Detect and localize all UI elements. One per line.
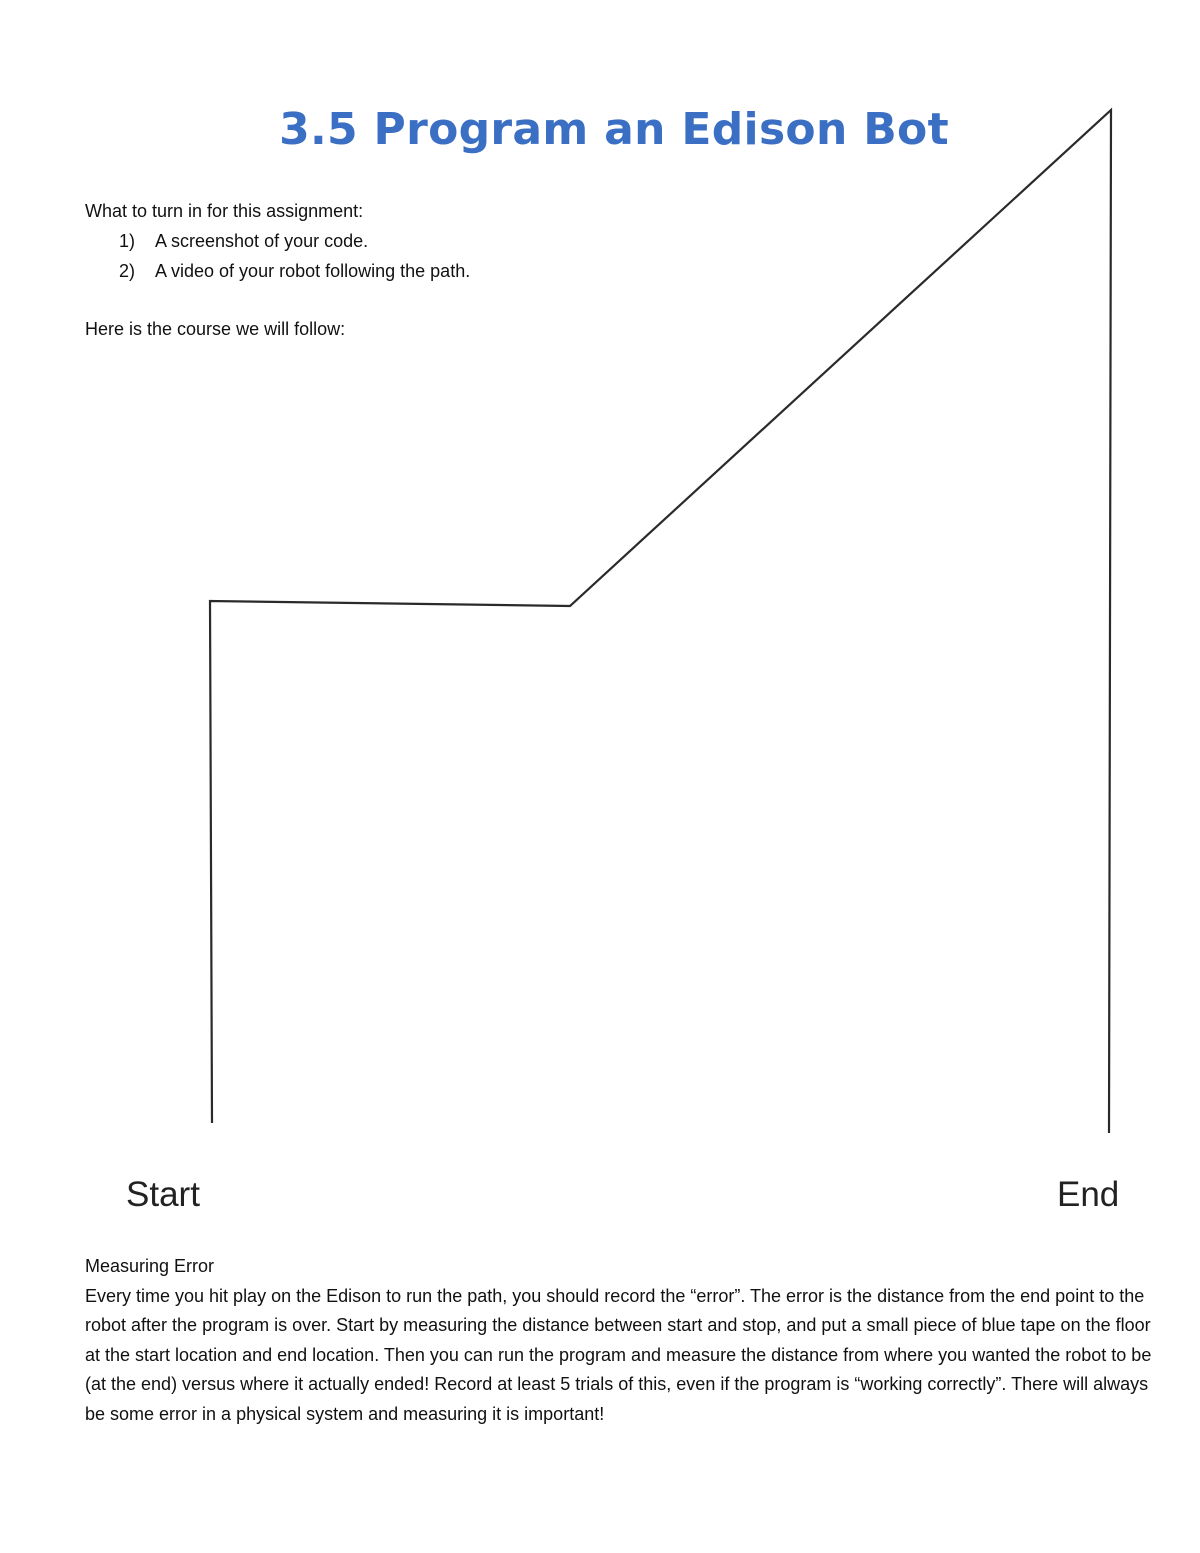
list-item-text: A video of your robot following the path. <box>155 261 471 281</box>
course-intro: Here is the course we will follow: <box>85 319 346 339</box>
end-label: End <box>1057 1175 1120 1214</box>
start-label: Start <box>126 1175 200 1214</box>
list-item-text: A screenshot of your code. <box>155 231 369 251</box>
list-item-number: 1) <box>119 231 136 251</box>
measuring-heading: Measuring Error <box>85 1256 215 1276</box>
measuring-error-section <box>85 1252 1160 1429</box>
instructions-heading: What to turn in for this assignment: <box>85 201 364 221</box>
list-item-number: 2) <box>119 261 136 281</box>
measuring-body: Every time you hit play on the Edison to run the path, you should record the “error”. The error is the distance from the end point to the robot after the program is over. Start by measuring the distance between start and stop, and put a small piece of blue tape on the floor at the start location and end location. Then you can run the program and measure the distance from where you wanted the robot to be (at the end) versus where it actually ended! Record at least 5 trials of this, even if the program is “working correctly”. There will always be some error in a physical system and measuring it is important! <box>85 1285 1152 1424</box>
page-title: 3.5 Program an Edison Bot <box>279 104 949 155</box>
course-path-line <box>210 110 1111 1133</box>
